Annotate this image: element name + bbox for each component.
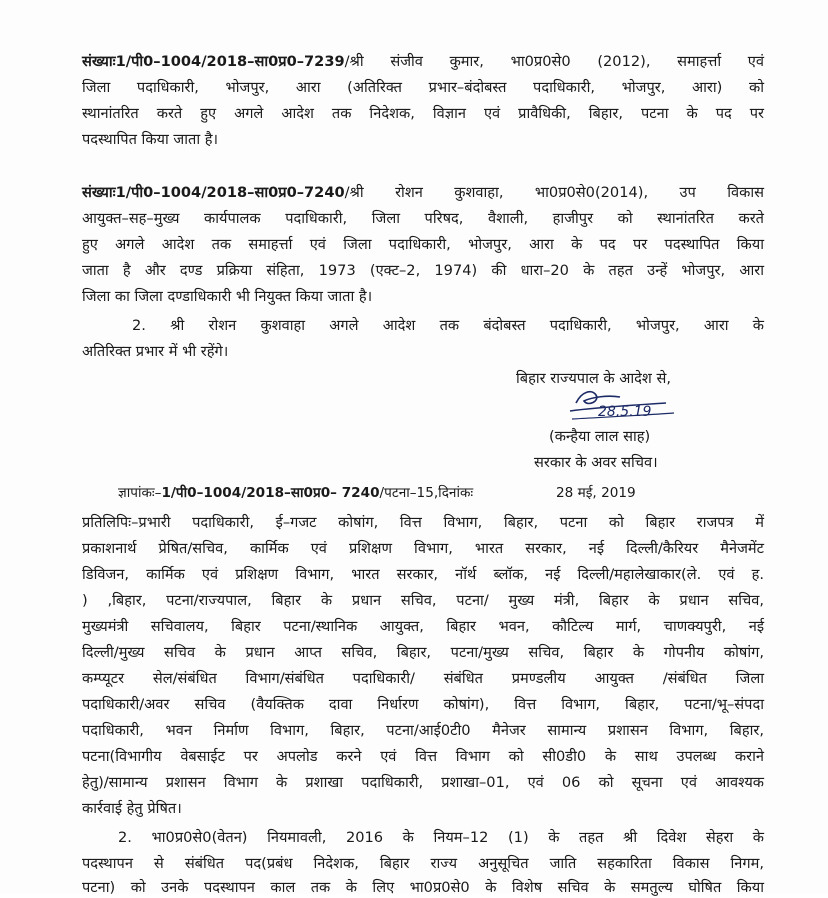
memo-line <box>118 482 636 501</box>
order2-line-2: आयुक्त–सह–मुख्य कार्यपालक पदाधिकारी, जिला परिषद, वैशाली, हाजीपुर को स्थानांतरित करते <box>82 210 764 227</box>
by-order-text: बिहार राज्यपाल के आदेश से, <box>516 370 671 387</box>
order1-line-1-text: /श्री संजीव कुमार, भा0प्र0से0 (2012), समाहर्त्ता एवं <box>344 53 764 70</box>
order2-line-3: हुए अगले आदेश तक समाहर्त्ता एवं जिला पदाधिकारी, भोजपुर, आरा के पद पर पदस्थापित किया <box>82 236 764 253</box>
copy-line-9: पदाधिकारी, भवन निर्माण विभाग, बिहार, पटना/आई0टी0 मैनेजर सामान्य प्रशासन विभाग, बिहार, <box>82 722 764 739</box>
order2-line-1-text: /श्री रोशन कुशवाहा, भा0प्र0से0(2014), उप विकास <box>344 184 764 201</box>
copy-line-12: कार्रवाई हेतु प्रेषित। <box>82 800 182 817</box>
copy-para2-line-2: पदस्थापन से संबंधित पद(प्रबंध निदेशक, बिहार राज्य अनुसूचित जाति सहकारिता विकास निगम, <box>82 855 764 872</box>
copy-line-8: पदाधिकारी/अवर सचिव (वैयक्तिक दावा निर्धारण कोषांग), वित्त विभाग, बिहार, पटना/भू–संपदा <box>82 696 764 713</box>
order2-para2-line-2: अतिरिक्त प्रभार में भी रहेंगे। <box>82 343 229 360</box>
signatory-designation: सरकार के अवर सचिव। <box>534 454 658 471</box>
signatory-name: (कन्हैया लाल साह) <box>549 428 651 445</box>
order1-line-2: जिला पदाधिकारी, भोजपुर, आरा (अतिरिक्त प्रभार–बंदोबस्त पदाधिकारी, भोजपुर, आरा) को <box>82 79 764 96</box>
memo-prefix: ज्ञापांकः– <box>118 485 162 501</box>
copy-line-4: ) ,बिहार, पटना/राज्यपाल, बिहार के प्रधान सचिव, पटना/ मुख्य मंत्री, बिहार के प्रधान सचिव, <box>82 592 764 609</box>
copy-line-2: प्रकाशनार्थ प्रेषित/सचिव, कार्मिक एवं प्रशिक्षण विभाग, भारत सरकार, नई दिल्ली/कैरियर मैनेजमेंट <box>82 540 764 557</box>
handwritten-signature <box>548 381 688 429</box>
memo-suffix: /पटना–15,दिनांकः <box>379 485 474 501</box>
copy-line-10: पटना(विभागीय वेबसाईट पर अपलोड करने एवं वित्त विभाग को सी0डी0 के साथ उपलब्ध कराने <box>82 748 764 765</box>
handwritten-date: 28.5.19 <box>598 404 652 420</box>
copy-para2-line-1: 2. भा0प्र0से0(वेतन) नियमावली, 2016 के नियम–12 (1) के तहत श्री दिवेश सेहरा के <box>118 829 764 846</box>
copy-line-11: हेतु)/सामान्य प्रशासन विभाग के प्रशाखा पदाधिकारी, प्रशाखा–01, एवं 06 को सूचना एवं आवश्यक <box>82 774 764 791</box>
copy-line-6: दिल्ली/मुख्य सचिव के प्रधान आप्त सचिव, बिहार, पटना/मुख्य सचिव, बिहार के गोपनीय कोषांग, <box>82 644 764 661</box>
memo-date: 28 मई, 2019 <box>556 485 636 501</box>
order2-line-4: जाता है और दण्ड प्रक्रिया संहिता, 1973 (एक्ट–2, 1974) की धारा–20 के तहत उन्हें भोजपुर, आरा <box>82 262 764 279</box>
order2-para2-line-1: 2. श्री रोशन कुशवाहा अगले आदेश तक बंदोबस्त पदाधिकारी, भोजपुर, आरा के <box>132 317 764 334</box>
copy-line-7: कम्प्यूटर सेल/संबंधित विभाग/संबंधित पदाधिकारी/ संबंधित प्रमण्डलीय आयुक्त /संबंधित जिला <box>82 670 764 687</box>
order1-number: संख्याः1/पी0–1004/2018–सा0प्र0–7239 <box>82 53 345 70</box>
order1-line-1 <box>82 52 764 72</box>
order2-line-1 <box>82 183 764 203</box>
copy-line-3: डिविजन, कार्मिक एवं प्रशिक्षण विभाग, भारत सरकार, नॉर्थ ब्लॉक, नई दिल्ली/महालेखाकार(ले. एवं ह. <box>82 566 764 583</box>
copy-line-1: प्रतिलिपिः–प्रभारी पदाधिकारी, ई–गजट कोषांग, वित्त विभाग, बिहार, पटना को बिहार राजपत्र में <box>82 514 764 531</box>
order2-line-5: जिला का जिला दण्डाधिकारी भी नियुक्त किया जाता है। <box>82 288 373 305</box>
order1-line-4: पदस्थापित किया जाता है। <box>82 131 219 148</box>
order1-line-3: स्थानांतरित करते हुए अगले आदेश तक निदेशक, विज्ञान एवं प्रावैधिकी, बिहार, पटना के पद पर <box>82 105 764 122</box>
memo-number: 1/पी0–1004/2018–सा0प्र0– 7240 <box>161 485 380 501</box>
copy-line-5: मुख्यमंत्री सचिवालय, बिहार पटना/स्थानिक आयुक्त, बिहार भवन, कौटिल्य मार्ग, चाणक्यपुरी, नई <box>82 618 764 635</box>
order2-number: संख्याः1/पी0–1004/2018–सा0प्र0–7240 <box>82 184 345 201</box>
copy-para2-line-3: पटना) को उनके पदस्थापन काल तक के लिए भा0प्र0से0 के विशेष सचिव के समतुल्य घोषित किया <box>82 879 764 896</box>
